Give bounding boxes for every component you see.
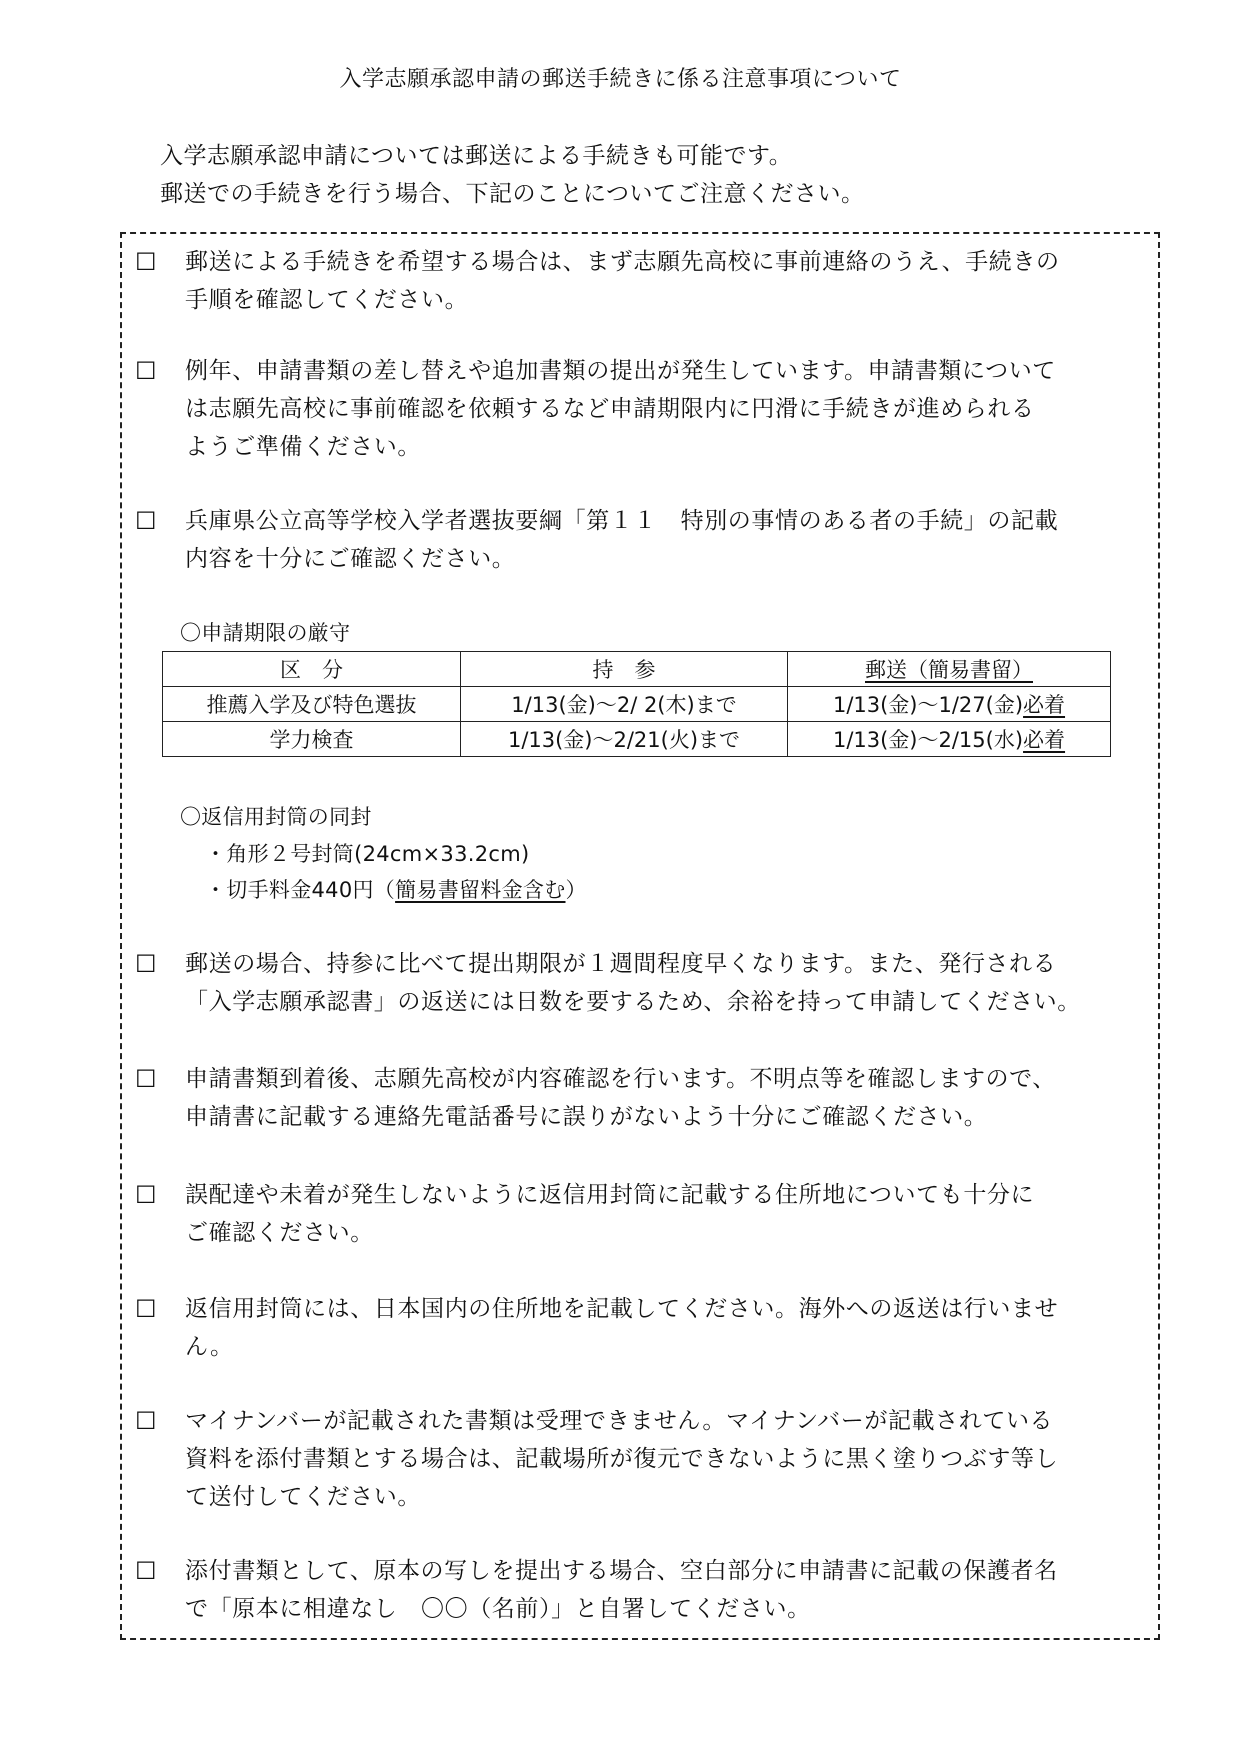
header-in-person: 持 参 xyxy=(461,652,788,687)
notice-text: 返信用封筒には、日本国内の住所地を記載してください。海外への返送は行いませ ん。 xyxy=(185,1296,1059,1360)
envelope-bullet: ・切手料金440円（簡易書留料金含む） xyxy=(205,878,587,902)
cell-category: 学力検査 xyxy=(163,722,461,757)
checkbox-icon: ☐ xyxy=(135,1181,157,1209)
cell-mail: 1/13(金)～2/15(水)必着 xyxy=(788,722,1111,757)
checkbox-icon: ☐ xyxy=(135,1407,157,1435)
cell-mail: 1/13(金)～1/27(金)必着 xyxy=(788,687,1111,722)
header-mail: 郵送（簡易書留） xyxy=(788,652,1111,687)
cell-in-person: 1/13(金)～2/21(火)まで xyxy=(461,722,788,757)
checkbox-icon: ☐ xyxy=(135,1295,157,1323)
checkbox-icon: ☐ xyxy=(135,1557,157,1585)
notice-text: 郵送による手続きを希望する場合は、まず志願先高校に事前連絡のうえ、手続きの 手順を確認してください。 xyxy=(185,249,1060,313)
checkbox-icon: ☐ xyxy=(135,507,157,535)
checkbox-icon: ☐ xyxy=(135,248,157,276)
notice-text: 誤配達や未着が発生しないように返信用封筒に記載する住所地についても十分に ご確認ください。 xyxy=(185,1182,1035,1246)
header-category: 区 分 xyxy=(163,652,461,687)
cell-category: 推薦入学及び特色選抜 xyxy=(163,687,461,722)
checkbox-icon: ☐ xyxy=(135,1065,157,1093)
checkbox-icon: ☐ xyxy=(135,357,157,385)
notice-text: 添付書類として、原本の写しを提出する場合、空白部分に申請書に記載の保護者名 で「原本に相違なし 〇〇（名前）」と自署してください。 xyxy=(185,1558,1058,1622)
cell-in-person: 1/13(金)～2/ 2(木)まで xyxy=(461,687,788,722)
notice-text: 郵送の場合、持参に比べて提出期限が１週間程度早くなります。また、発行される 「入学志願承認書」の返送には日数を要するため、余裕を持って申請してください。 xyxy=(185,951,1081,1015)
envelope-heading: 〇返信用封筒の同封 xyxy=(180,805,372,829)
table-row xyxy=(163,687,1111,722)
checkbox-icon: ☐ xyxy=(135,950,157,978)
page-title: 入学志願承認申請の郵送手続きに係る注意事項について xyxy=(339,67,902,92)
deadline-table xyxy=(162,651,1111,757)
intro-line: 入学志願承認申請については郵送による手続きも可能です。 xyxy=(160,143,793,169)
intro-line: 郵送での手続きを行う場合、下記のことについてご注意ください。 xyxy=(160,181,865,207)
deadline-heading: 〇申請期限の厳守 xyxy=(180,621,351,645)
notice-text: マイナンバーが記載された書類は受理できません。マイナンバーが記載されている 資料を添付書類とする場合は、記載場所が復元できないように黒く塗りつぶす等し て送付してください。 xyxy=(185,1408,1059,1510)
notice-text: 申請書類到着後、志願先高校が内容確認を行います。不明点等を確認しますので、 申請書に記載する連絡先電話番号に誤りがないよう十分にご確認ください。 xyxy=(185,1066,1056,1130)
notice-text: 兵庫県公立高等学校入学者選抜要綱「第１１ 特別の事情のある者の手続」の記載 内容を十分にご確認ください。 xyxy=(185,508,1059,572)
table-row xyxy=(163,722,1111,757)
notice-text: 例年、申請書類の差し替えや追加書類の提出が発生しています。申請書類について は志願先高校に事前確認を依頼するなど申請期限内に円滑に手続きが進められる ようご準備ください。 xyxy=(185,358,1056,460)
envelope-bullet: ・角形２号封筒(24cm×33.2cm) xyxy=(205,842,530,866)
table-header-row xyxy=(163,652,1111,687)
